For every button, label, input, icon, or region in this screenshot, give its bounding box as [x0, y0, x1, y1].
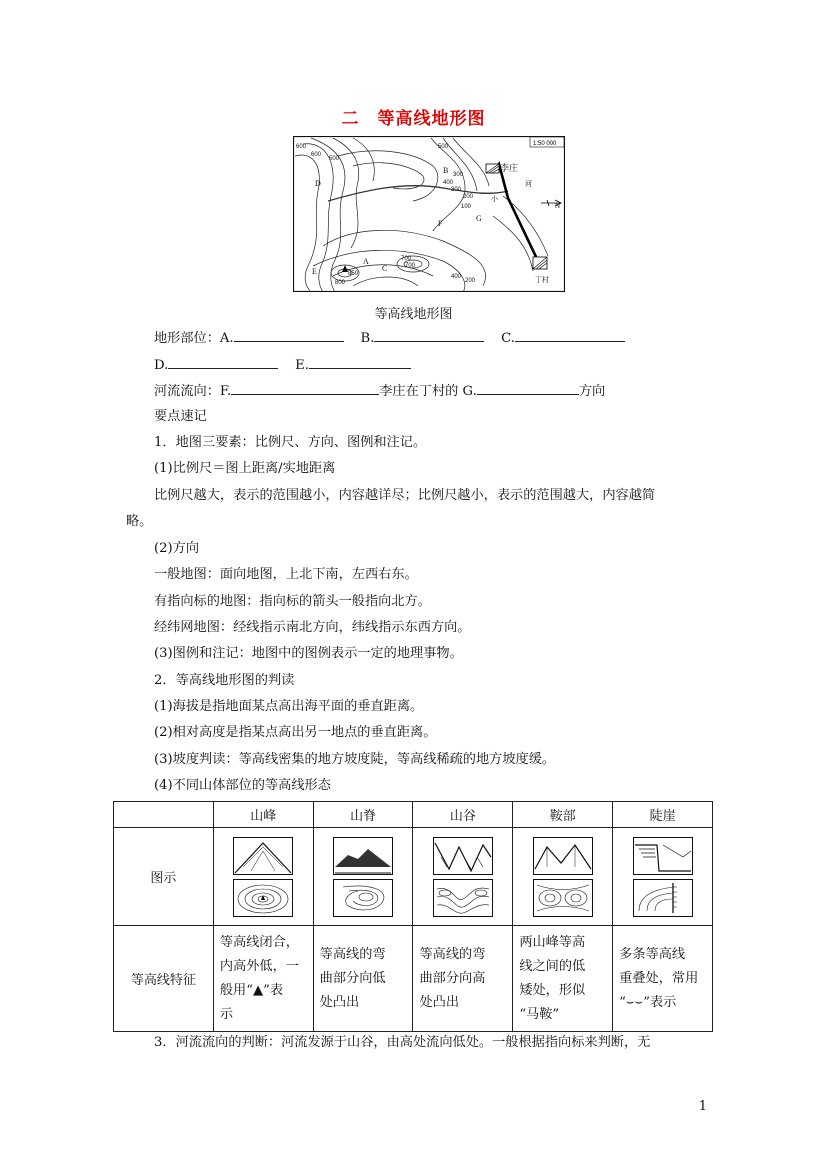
para: 有指向标的地图：指向标的箭头一般指向北方。: [154, 594, 431, 609]
landform-table: [113, 801, 713, 1032]
contour-500-a: 500: [329, 156, 340, 162]
cliff-mountain-icon: [633, 837, 693, 875]
question-landform-2: D. E.: [154, 356, 411, 375]
cliff-feature: 多条等高线 重叠处，常用 “⌣⌣”表示: [613, 926, 713, 1032]
contour-500-b: 500: [438, 144, 449, 150]
peak-illustration: [213, 828, 313, 926]
contour-300: 300: [451, 187, 462, 193]
saddle-feature: 两山峰等高 线之间的低 矮处，形似 “马鞍”: [513, 926, 613, 1032]
table-row-label-diagram: 图示: [114, 828, 214, 926]
map-label-E: E: [312, 267, 317, 276]
table-header-ridge: 山脊: [313, 802, 413, 828]
map-label-river-xiao: 小: [491, 195, 498, 203]
table-header-peak: 山峰: [213, 802, 313, 828]
para: (1)比例尺＝图上距离/实地距离: [154, 461, 336, 476]
map-label-river-he: 河: [525, 180, 532, 188]
saddle-contour-icon: [533, 879, 593, 917]
map-label-dingcun: 丁村: [535, 276, 549, 284]
saddle-mountain-icon: [533, 837, 593, 875]
contour-600-b: 600: [311, 152, 322, 158]
para: 比例尺越大，表示的范围越小，内容越详尽；比例尺越小，表示的范围越大，内容越简: [154, 488, 656, 503]
para: 2．等高线地形图的判读: [154, 673, 295, 688]
answer-blank-E[interactable]: [309, 356, 411, 369]
contour-200-a: 200: [463, 194, 474, 200]
contour-700-a: 700: [405, 263, 416, 269]
valley-contour-icon: [433, 879, 493, 917]
answer-blank-G[interactable]: [477, 382, 579, 395]
table-row-label-feature: 等高线特征: [114, 926, 214, 1032]
table-header-saddle: 鞍部: [513, 802, 613, 828]
cliff-illustration: [613, 828, 713, 926]
para: (3)坡度判读：等高线密集的地方坡度陡，等高线稀疏的地方坡度缓。: [154, 752, 556, 767]
table-header-valley: 山谷: [413, 802, 513, 828]
para: (3)图例和注记：地图中的图例表示一定的地理事物。: [154, 646, 463, 661]
ridge-feature: 等高线的弯 曲部分向低 处凸出: [313, 926, 413, 1032]
contour-850: 850: [348, 271, 359, 277]
para: (2)方向: [154, 541, 200, 556]
para: 一般地图：面向地图，上北下南，左西右东。: [154, 567, 418, 582]
table-header-row: [114, 802, 713, 828]
peak-feature: 等高线闭合， 内高外低，一 般用“▲”表 示: [213, 926, 313, 1032]
map-label-F: F: [438, 219, 443, 228]
answer-blank-C[interactable]: [515, 329, 625, 342]
para: (1)海拔是指地面某点高出海平面的垂直距离。: [154, 699, 424, 714]
contour-600-a: 600: [296, 144, 307, 150]
map-label-D: D: [315, 179, 321, 188]
table-row: [114, 926, 713, 1032]
para: (4)不同山体部位的等高线形态: [154, 778, 331, 793]
valley-illustration: [413, 828, 513, 926]
contour-200-b: 200: [465, 278, 476, 284]
map-label-B: B: [443, 166, 449, 175]
question-landform-1: 地形部位：A. B. C.: [154, 329, 625, 348]
contour-700-b: 700: [401, 256, 412, 262]
answer-blank-D[interactable]: [168, 356, 278, 369]
page-title: 二 等高线地形图: [341, 109, 486, 129]
map-caption: 等高线地形图: [374, 307, 453, 322]
para: 3．河流流向的判断：河流发源于山谷，由高处流向低处。一般根据指向标来判断，无: [154, 1035, 651, 1050]
table-header-cliff: 陡崖: [613, 802, 713, 828]
para: 略。: [126, 514, 153, 529]
page-number: 1: [698, 1099, 707, 1114]
valley-mountain-icon: [433, 837, 493, 875]
para: 经纬网地图：经线指示南北方向，纬线指示东西方向。: [154, 620, 471, 635]
para: 1．地图三要素：比例尺、方向、图例和注记。: [154, 435, 427, 450]
contour-300-b: 300: [453, 172, 464, 178]
table-row: [114, 828, 713, 926]
valley-feature: 等高线的弯 曲部分向高 处凸出: [413, 926, 513, 1032]
map-scale: 1:50 000: [533, 141, 557, 147]
ridge-contour-icon: [333, 879, 393, 917]
map-label-A: A: [363, 257, 369, 266]
contour-400-b: 400: [451, 274, 462, 280]
ridge-mountain-icon: [333, 837, 393, 875]
table-header-empty: [114, 802, 214, 828]
answer-blank-B[interactable]: [374, 329, 484, 342]
answer-blank-A[interactable]: [234, 329, 344, 342]
contour-100: 100: [461, 204, 472, 210]
map-label-lizhuang: 李庄: [500, 163, 519, 173]
ridge-illustration: [313, 828, 413, 926]
para: (2)相对高度是指某点高出另一地点的垂直距离。: [154, 725, 437, 740]
contour-map: [293, 136, 565, 292]
contour-800: 800: [335, 280, 346, 286]
peak-mountain-icon: [233, 837, 293, 875]
map-label-G: G: [476, 214, 482, 223]
saddle-illustration: [513, 828, 613, 926]
peak-contour-icon: [233, 879, 293, 917]
contour-400-a: 400: [443, 180, 454, 186]
map-label-north: N: [555, 202, 561, 210]
cliff-contour-icon: [633, 879, 693, 917]
answer-blank-F[interactable]: [231, 382, 379, 395]
section-heading: 要点速记: [154, 409, 207, 424]
map-label-C: C: [382, 264, 388, 273]
question-river: 河流流向：F. 李庄在丁村的 G. 方向: [154, 384, 606, 399]
